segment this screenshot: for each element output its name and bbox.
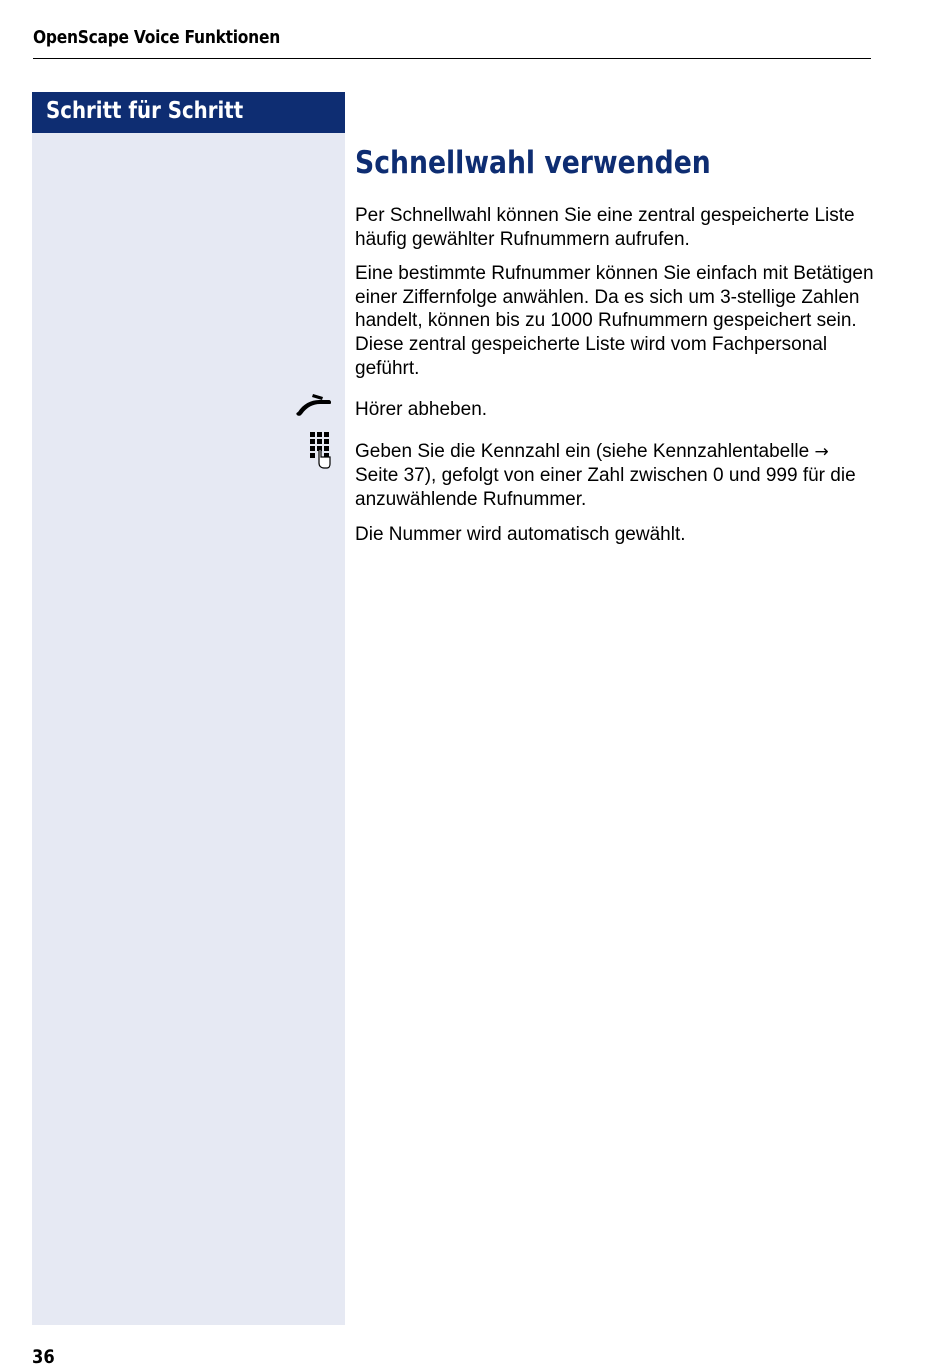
keypad-icon xyxy=(295,430,333,462)
step-lift-handset xyxy=(355,398,875,422)
step-text xyxy=(355,440,875,512)
header-rule xyxy=(33,58,871,59)
step-text-before: Geben Sie die Kennzahl ein (siehe Kennzahlentabelle xyxy=(355,440,815,462)
main-content xyxy=(355,140,875,557)
sidebar-title-bar xyxy=(32,92,345,133)
page-reference[interactable]: Seite 37), gefolgt von einer Zahl zwischen 0 und 999 für die anzuwählende Rufnummer. xyxy=(355,465,856,510)
section-heading: Schnellwahl verwenden xyxy=(355,145,711,181)
page-number: 36 xyxy=(32,1346,55,1368)
body-paragraph: Eine bestimmte Rufnummer können Sie einfach mit Betätigen einer Ziffernfolge anwählen. Da es sich um 3-stellige Zahlen handelt, können bis zu 1000 Rufnummern gespeichert sein. Diese zentral gespeicherte Liste wird vom Fachpersonal geführt. xyxy=(355,263,874,379)
running-header: OpenScape Voice Funktionen xyxy=(33,27,280,48)
intro-paragraph: Per Schnellwahl können Sie eine zentral gespeicherte Liste häufig gewählter Rufnummern aufrufen. xyxy=(355,205,855,250)
final-note: Die Nummer wird automatisch gewählt. xyxy=(355,523,686,545)
sidebar-column xyxy=(32,92,345,1325)
step-text: Hörer abheben. xyxy=(355,399,488,421)
handset-lift-icon xyxy=(295,390,333,422)
step-enter-code xyxy=(355,440,875,512)
arrow-right-icon: → xyxy=(814,441,829,462)
sidebar-title: Schritt für Schritt xyxy=(46,98,244,124)
